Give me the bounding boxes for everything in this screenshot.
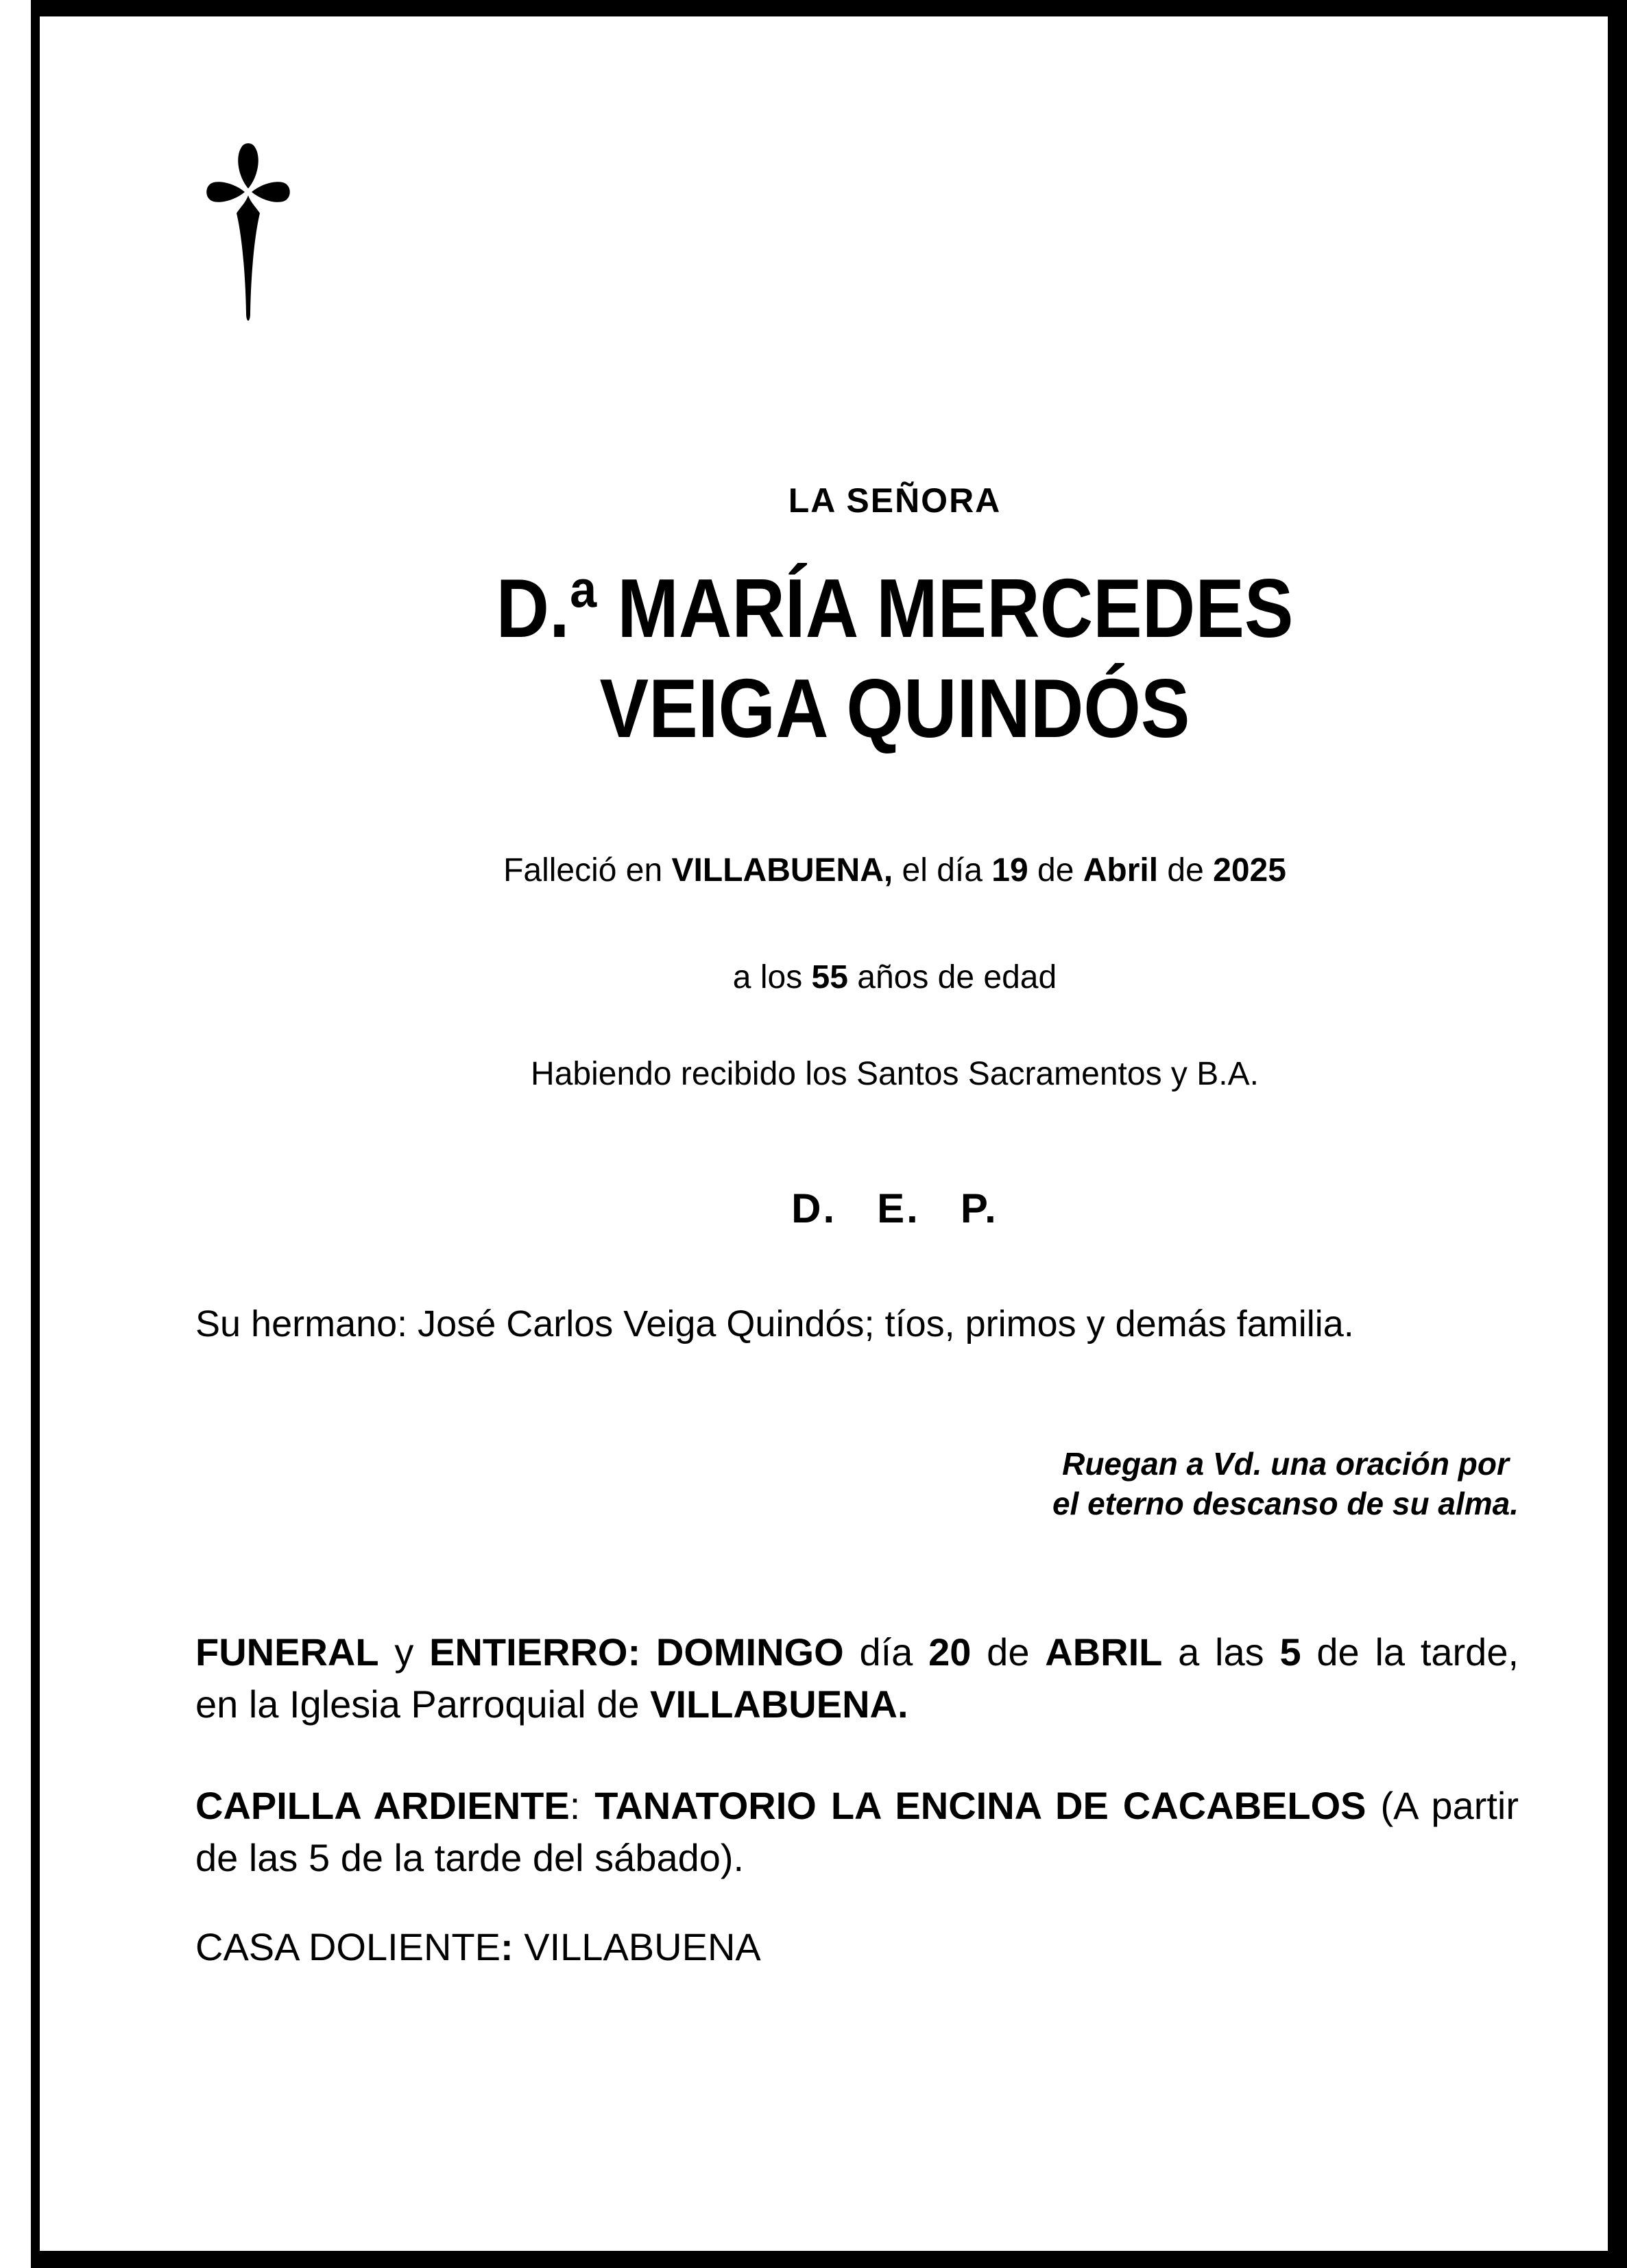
family-line: Su hermano: José Carlos Veiga Quindós; tíos, primos y demás familia.: [195, 1303, 1354, 1344]
text-segment: 20: [928, 1630, 972, 1674]
cross-icon: [206, 141, 291, 329]
death-place-date-line: [195, 850, 1594, 891]
text-segment: TANATORIO LA ENCINA DE CACABELOS: [594, 1784, 1366, 1827]
chapel-line2: [195, 1832, 1519, 1884]
dep-abbreviation: D. E. P.: [791, 1185, 998, 1231]
text-segment: Falleció en: [503, 852, 672, 889]
text-segment: y: [378, 1630, 430, 1674]
text-segment: Abril: [1083, 852, 1159, 889]
text-segment: de la tarde,: [1301, 1630, 1519, 1674]
text-segment: a las: [1162, 1630, 1280, 1674]
funeral-line2: [195, 1678, 1519, 1730]
deceased-name-line1: D.ª MARÍA MERCEDES: [496, 562, 1294, 655]
funeral-paragraph: [195, 1626, 1519, 1730]
text-segment: en la Iglesia Parroquial de: [195, 1682, 651, 1726]
deceased-name: [279, 558, 1510, 758]
text-segment: día: [843, 1630, 929, 1674]
text-segment: VILLABUENA.: [650, 1682, 908, 1726]
text-segment: CAPILLA ARDIENTE: [195, 1784, 570, 1827]
text-segment: :: [569, 1784, 595, 1827]
age-line: [195, 957, 1594, 998]
text-segment: :: [501, 1925, 514, 1968]
prayer-text: [1052, 1444, 1519, 1523]
text-segment: (A partir: [1366, 1784, 1519, 1827]
text-segment: el día: [893, 852, 992, 889]
text-segment: de: [1158, 852, 1214, 889]
deceased-name-line2: VEIGA QUINDÓS: [599, 662, 1190, 755]
text-segment: 55: [811, 959, 848, 996]
text-segment: 19: [991, 852, 1028, 889]
prayer-block: [195, 1444, 1519, 1523]
funeral-line1: [195, 1626, 1519, 1678]
sacraments-line: Habiendo recibido los Santos Sacramentos y B.A.: [531, 1056, 1259, 1092]
prayer-line1: Ruegan a Vd. una oración por: [1062, 1446, 1509, 1482]
text-segment: VILLABUENA,: [671, 852, 893, 889]
text-segment: de: [1028, 852, 1083, 889]
text-segment: a los: [732, 959, 812, 996]
text-segment: FUNERAL: [195, 1630, 379, 1674]
mourning-house-line: [195, 1921, 1519, 1973]
text-segment: 2025: [1213, 852, 1286, 889]
chapel-line1: [195, 1780, 1519, 1832]
text-segment: de las 5 de la tarde del sábado).: [195, 1836, 745, 1879]
text-segment: de: [971, 1630, 1046, 1674]
prayer-line2: el eterno descanso de su alma.: [1052, 1486, 1519, 1521]
text-segment: años de edad: [847, 959, 1057, 996]
text-segment: VILLABUENA: [513, 1925, 761, 1968]
text-segment: ENTIERRO: DOMINGO: [429, 1630, 844, 1674]
honorific-title: LA SEÑORA: [788, 481, 1002, 520]
text-segment: ABRIL: [1045, 1630, 1163, 1674]
page-border-frame: [31, 0, 1627, 2268]
text-segment: CASA DOLIENTE: [195, 1925, 501, 1968]
chapel-paragraph: [195, 1780, 1519, 1884]
text-segment: 5: [1279, 1630, 1301, 1674]
